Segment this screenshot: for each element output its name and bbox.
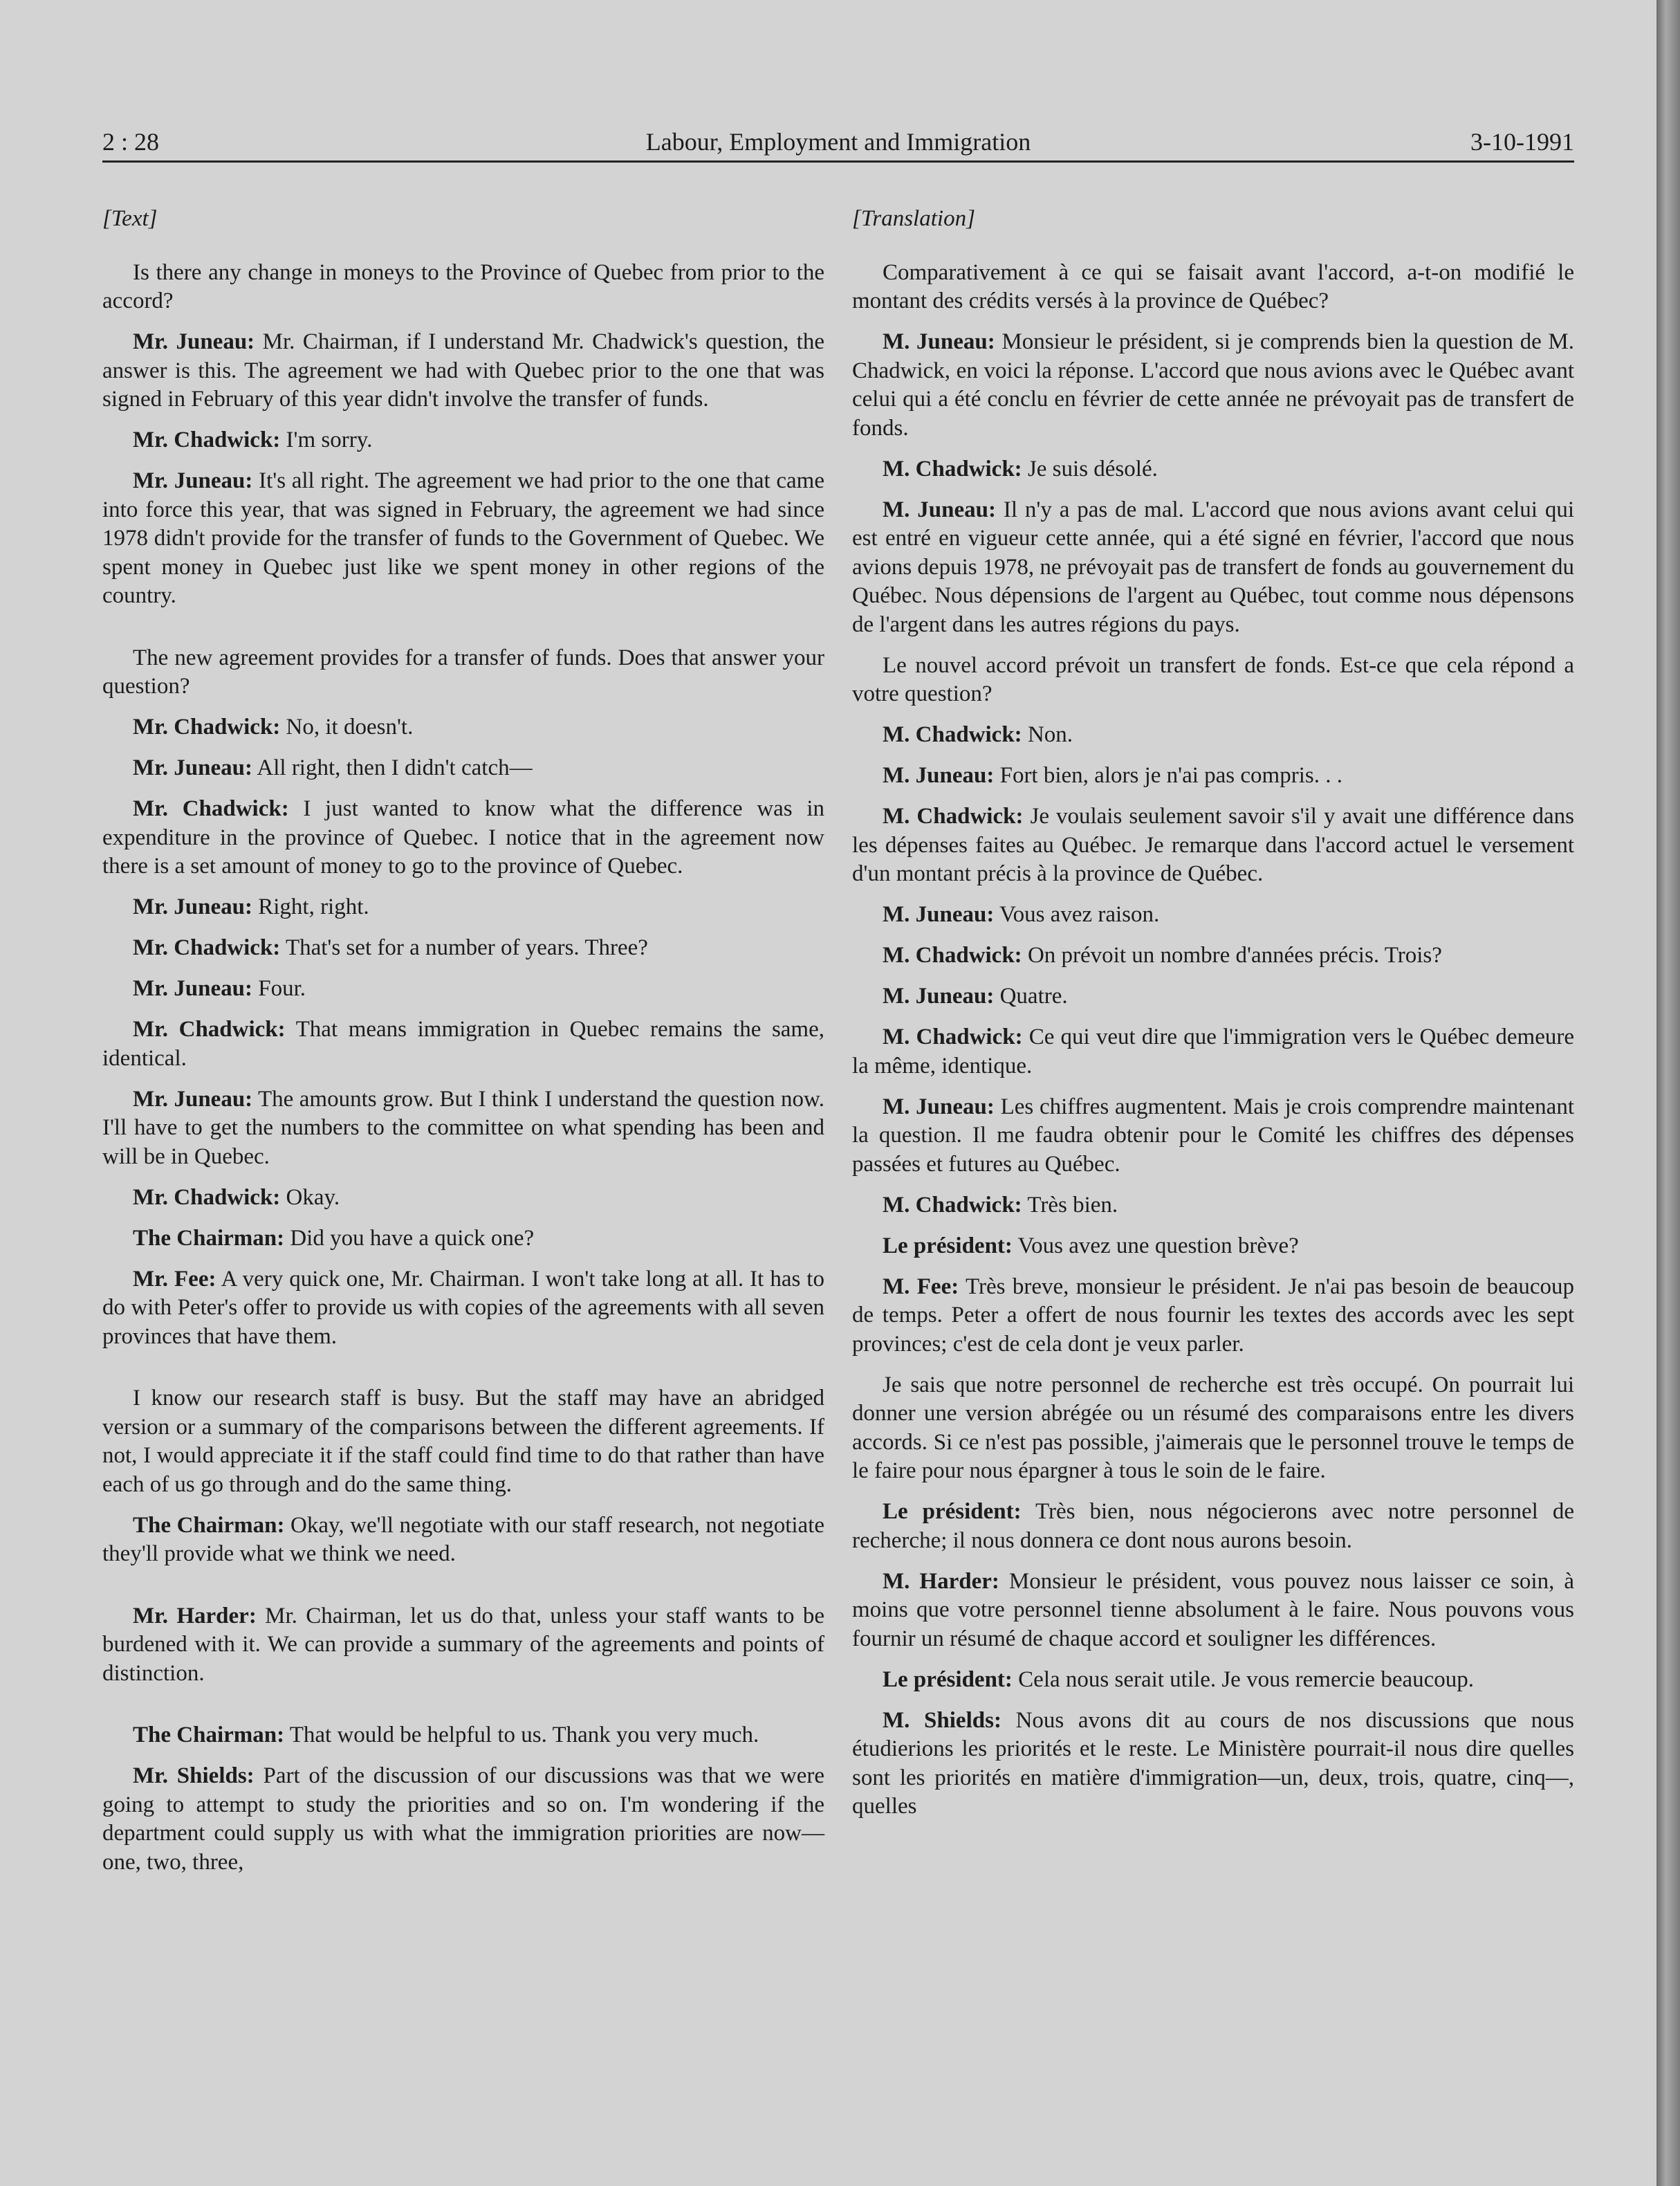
speaker-name: M. Chadwick: [883, 722, 1022, 747]
speaker-name: M. Juneau: [883, 497, 996, 522]
page-header [102, 125, 1574, 160]
language-tag: [Translation] [852, 206, 975, 231]
speaker-name: Mr. Fee: [133, 1266, 216, 1292]
paragraph [852, 1023, 1574, 1081]
paragraph [852, 982, 1574, 1011]
speaker-name: Mr. Chadwick: [133, 715, 281, 740]
paragraph [102, 795, 824, 881]
paragraph [102, 1512, 824, 1569]
header-title: Labour, Employment and Immigration [645, 128, 1031, 156]
paragraph-text: Four. [252, 976, 306, 1001]
paragraph [102, 644, 824, 701]
speaker-name: Mr. Juneau: [133, 1086, 253, 1112]
paragraph [852, 455, 1574, 484]
paragraph [852, 762, 1574, 791]
speaker-name: Mr. Juneau: [133, 976, 252, 1001]
speaker-name: Mr. Chadwick: [133, 1017, 286, 1042]
paragraph [852, 802, 1574, 889]
speaker-name: M. Fee: [883, 1274, 959, 1299]
speaker-name: M. Juneau: [883, 984, 995, 1009]
paragraph-text: On prévoit un nombre d'années précis. Trois? [1022, 943, 1442, 968]
page-edge [1656, 0, 1680, 2186]
paragraph [852, 1093, 1574, 1179]
paragraph [852, 1191, 1574, 1220]
paragraph [852, 721, 1574, 750]
paragraph-text: Comparativement à ce qui se faisait avant l'accord, a-t-on modifié le montant des crédits versés à la province de Québec? [852, 259, 1574, 313]
speaker-name: Mr. Harder: [133, 1603, 257, 1628]
paragraph-text: Il n'y a pas de mal. L'accord que nous avions avant celui qui est entré en vigueur cette année, qui a été signé en février, l'accord que nous avions depuis 1978, ne prévoyait pas de transfert de fonds au gouvernement du Québec. Nous dépensions de l'argent au Québec, tout comme nous dépensons de l'argent dans les autres régions du pays. [852, 497, 1574, 637]
paragraph [102, 1184, 824, 1213]
paragraph-text: Did you have a quick one? [284, 1225, 535, 1251]
paragraph [102, 893, 824, 922]
paragraph [102, 1265, 824, 1352]
paragraph-text: Je voulais seulement savoir s'il y avait une différence dans les dépenses faites au Québec. Je remarque dans l'accord actuel le versement d'un montant précis à la province de Québec. [852, 804, 1574, 886]
paragraph-text: I know our research staff is busy. But the staff may have an abridged version or a summary of the comparisons between the different agreements. If not, I would appreciate it if the staff could find time to do that rather than have each of us go through and do the same thing. [102, 1386, 824, 1497]
speaker-name: Mr. Shields: [133, 1763, 255, 1788]
paragraph [852, 259, 1574, 316]
speaker-name: Mr. Chadwick: [133, 428, 281, 452]
paragraph-text: Ce qui veut dire que l'immigration vers le Québec demeure la même, identique. [852, 1025, 1574, 1078]
speaker-name: Mr. Juneau: [133, 329, 255, 354]
paragraph [852, 942, 1574, 971]
paragraph-text: I just wanted to know what the difference was in expenditure in the province of Quebec. I notice that in the agreement now there is a set amount of money to go to the province of Quebec. [102, 796, 824, 879]
language-tag: [Text] [102, 206, 158, 231]
paragraph [852, 1666, 1574, 1695]
paragraph [852, 901, 1574, 930]
paragraph-text: Okay, we'll negotiate with our staff research, not negotiate they'll provide what we think we need. [102, 1512, 825, 1566]
speaker-name: M. Juneau: [883, 1094, 995, 1119]
speaker-name: The Chairman: [133, 1723, 285, 1747]
paragraph-text: Mr. Chairman, let us do that, unless your staff wants to be burdened with it. We can provide a summary of the agreements and points of distinction. [102, 1603, 824, 1686]
paragraph-text: Je sais que notre personnel de recherche est très occupé. On pourrait lui donner une version abrégée ou un résumé des comparaisons entre les divers accords. Si ce n'est pas possible, j'aimerais que le personnel trouve le temps de le faire pour nous épargner à tous le soin de le faire. [852, 1372, 1574, 1483]
paragraph-text: Okay. [280, 1184, 340, 1210]
paragraph [102, 1721, 824, 1750]
paragraph-text: Très breve, monsieur le président. Je n'ai pas besoin de beaucoup de temps. Peter a offert de nous fournir les textes des accords avec les sept provinces; c'est de cela dont je veux parler. [852, 1274, 1574, 1357]
speaker-name: Mr. Chadwick: [133, 1184, 281, 1210]
paragraph-text: Quatre. [994, 984, 1068, 1009]
speaker-name: The Chairman: [133, 1225, 285, 1251]
paragraph-text: Non. [1022, 722, 1073, 747]
paragraph-text: All right, then I didn't catch— [252, 755, 533, 780]
paragraph-text: That would be helpful to us. Thank you very much. [284, 1723, 759, 1747]
paragraph [852, 1273, 1574, 1359]
header-date: 3-10-1991 [1470, 128, 1574, 156]
paragraph-text: Monsieur le président, vous pouvez nous laisser ce soin, à moins que votre personnel tienne absolument à le faire. Nous pouvons vous fournir un résumé de chaque accord et souligner les différences. [852, 1568, 1574, 1651]
paragraph [102, 328, 824, 414]
paragraph [102, 1016, 824, 1073]
paragraph [852, 496, 1574, 640]
paragraph-text: Nous avons dit au cours de nos discussions que nous étudierions les priorités et le reste. Le Ministère pourrait-il nous dire quelles sont les priorités en matière d'immigration—un, deux, trois, quatre, cinq—, quelles [852, 1707, 1574, 1819]
paragraph [102, 1085, 824, 1172]
french-column [852, 205, 1574, 1833]
paragraph-text: Monsieur le président, si je comprends bien la question de M. Chadwick, en voici la réponse. L'accord que nous avions avec le Québec avant celui qui a été conclu en février de cette année ne prévoyait pas de transfert de fonds. [852, 329, 1575, 441]
speaker-name: Le président: [883, 1666, 1013, 1692]
paragraph-text: Right, right. [252, 894, 369, 919]
paragraph-text: Mr. Chairman, if I understand Mr. Chadwick's question, the answer is this. The agreement we had with Quebec prior to the one that was signed in February of this year didn't involve the transfer of funds. [102, 329, 824, 412]
paragraph [102, 713, 824, 742]
paragraph [102, 934, 824, 963]
speaker-name: M. Shields: [883, 1707, 1001, 1733]
paragraph-text: Vous avez raison. [994, 902, 1160, 927]
paragraph-text: Je suis désolé. [1022, 456, 1158, 481]
speaker-name: Mr. Juneau: [133, 894, 252, 919]
paragraph [852, 652, 1574, 709]
page-number: 2 : 28 [102, 128, 160, 156]
speaker-name: M. Chadwick: [883, 1192, 1022, 1218]
speaker-name: M. Juneau: [883, 329, 995, 354]
header-rule [102, 160, 1574, 163]
paragraph-text: Is there any change in moneys to the Province of Quebec from prior to the accord? [102, 259, 824, 313]
paragraph-text: Très bien, nous négocierons avec notre personnel de recherche; il nous donnera ce dont nous aurons besoin. [852, 1499, 1574, 1553]
paragraph [102, 426, 824, 455]
paragraph [102, 1224, 824, 1253]
paragraph-text: Le nouvel accord prévoit un transfert de fonds. Est-ce que cela répond a votre question? [852, 652, 1574, 706]
paragraph-text: It's all right. The agreement we had prior to the one that came into force this year, that was signed in February, the agreement we had since 1978 didn't provide for the transfer of funds to the Government of Quebec. We spent money in Quebec just like we spent money in other regions of the country. [102, 468, 824, 608]
paragraph [102, 467, 824, 611]
paragraph-text: The new agreement provides for a transfer of funds. Does that answer your question? [102, 645, 824, 699]
paragraph-text: That means immigration in Quebec remains the same, identical. [102, 1017, 824, 1071]
paragraph [102, 1384, 824, 1499]
paragraph-text: I'm sorry. [280, 428, 373, 452]
speaker-name: Le président: [883, 1499, 1022, 1524]
paragraph [852, 1232, 1574, 1261]
paragraph [102, 259, 824, 316]
paragraph [852, 1568, 1574, 1654]
paragraph-text: Part of the discussion of our discussions was that we were going to attempt to study the priorities and so on. I'm wondering if the department could supply us with what the immigration priorities are now—one, two, three, [102, 1763, 825, 1875]
speaker-name: Le président: [883, 1233, 1013, 1258]
paragraph-text: Les chiffres augmentent. Mais je crois comprendre maintenant la question. Il me faudra obtenir pour le Comité les chiffres des dépenses passées et futures au Québec. [852, 1094, 1575, 1177]
speaker-name: The Chairman: [133, 1512, 285, 1538]
english-column [102, 205, 824, 1889]
paragraph-text: Cela nous serait utile. Je vous remercie beaucoup. [1012, 1666, 1475, 1692]
speaker-name: Mr. Juneau: [133, 468, 253, 493]
paragraph-text: A very quick one, Mr. Chairman. I won't take long at all. It has to do with Peter's offer to provide us with copies of the agreements with all seven provinces that have them. [102, 1266, 824, 1349]
speaker-name: M. Chadwick: [883, 804, 1024, 829]
paragraph-text: Fort bien, alors je n'ai pas compris. . . [994, 763, 1342, 788]
paragraph [102, 1602, 824, 1689]
speaker-name: M. Chadwick: [883, 1025, 1023, 1049]
speaker-name: Mr. Chadwick: [133, 935, 281, 960]
paragraph [102, 1762, 824, 1877]
paragraph-text: Vous avez une question brève? [1012, 1233, 1299, 1258]
paragraph-text: No, it doesn't. [280, 715, 414, 740]
paragraph [852, 1371, 1574, 1486]
paragraph [852, 328, 1574, 443]
speaker-name: M. Harder: [883, 1568, 999, 1594]
paragraph-text: The amounts grow. But I think I understand the question now. I'll have to get the numbers to the committee on what spending has been and will be in Quebec. [102, 1086, 824, 1169]
paragraph-text: Très bien. [1022, 1192, 1118, 1218]
speaker-name: M. Chadwick: [883, 456, 1022, 481]
speaker-name: Mr. Juneau: [133, 755, 252, 780]
speaker-name: M. Juneau: [883, 902, 995, 927]
speaker-name: M. Juneau: [883, 763, 995, 788]
speaker-name: Mr. Chadwick: [133, 796, 289, 821]
paragraph [102, 975, 824, 1004]
speaker-name: M. Chadwick: [883, 943, 1022, 968]
paragraph [102, 754, 824, 783]
paragraph-text: That's set for a number of years. Three? [280, 935, 648, 960]
paragraph [852, 1498, 1574, 1555]
paragraph [852, 1707, 1574, 1821]
